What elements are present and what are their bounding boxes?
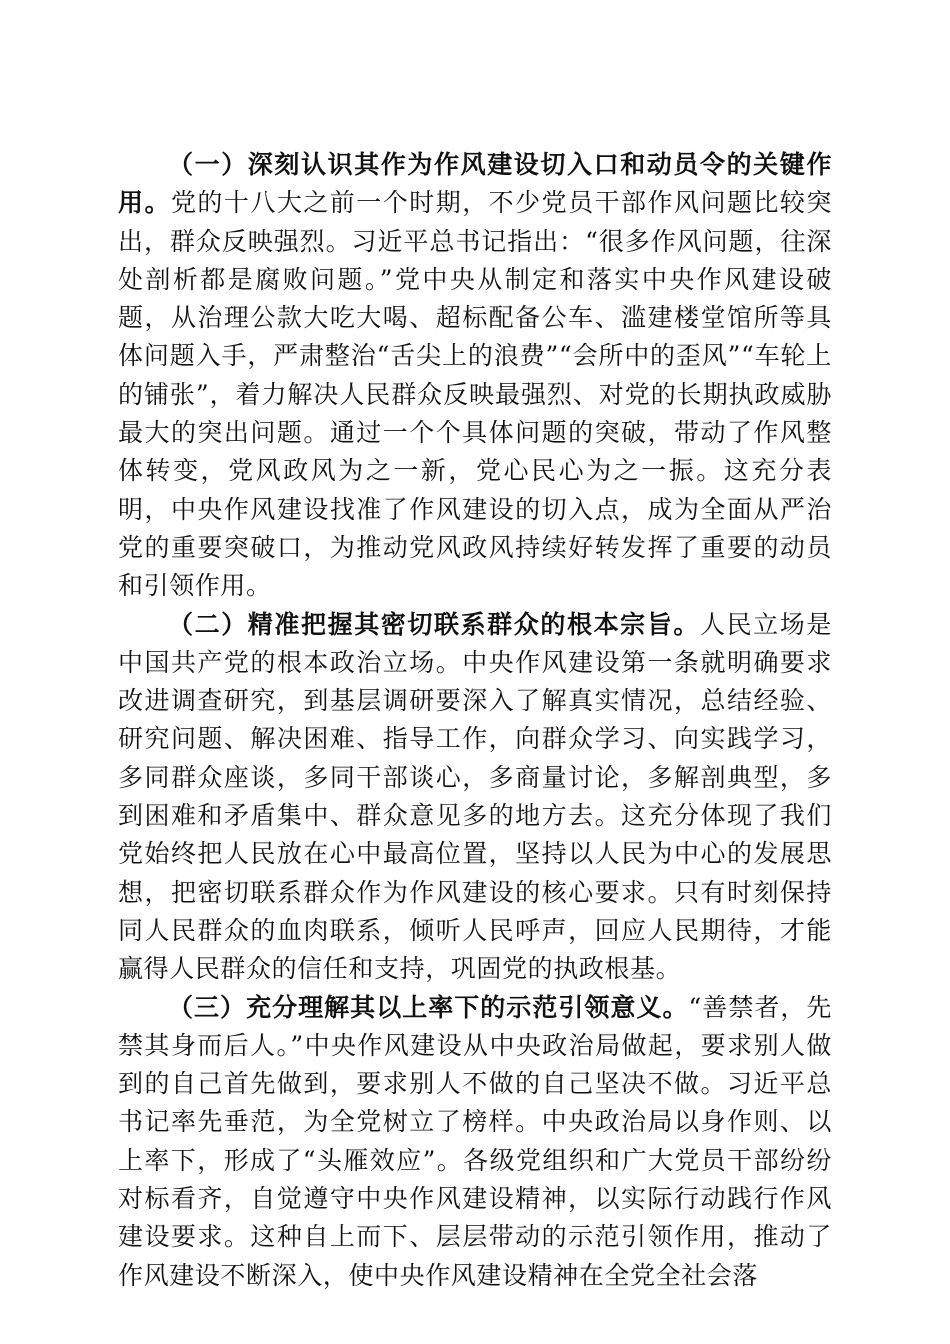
paragraph-1: [118, 146, 832, 606]
paragraph-2-heading: （二）精准把握其密切联系群众的根本宗旨。: [168, 609, 700, 639]
paragraph-1-heading: （一）深刻认识其作为作风建设切入口和动员令的关键作用。: [118, 150, 832, 218]
paragraph-3-text: “善禁者，先禁其身而后人。”中央作风建设从中央政治局做起，要求别人做到的自己首先做到，要求别人不做的自己坚决不做。习近平总书记率先垂范，为全党树立了榜样。中央政治局以身作则、以上率下，形成了“头雁效应”。各级党组织和广大党员干部纷纷对标看齐，自觉遵守中央作风建设精神，以实际行动践行作风建设要求。这种自上而下、层层带动的示范引领作用，推动了作风建设不断深入，使中央作风建设精神在全党全社会落: [118, 992, 832, 1290]
paragraph-3: [118, 989, 832, 1295]
document-body: [118, 146, 832, 1295]
paragraph-2-text: 人民立场是中国共产党的根本政治立场。中央作风建设第一条就明确要求改进调查研究，到基层调研要深入了解真实情况，总结经验、研究问题、解决困难、指导工作，向群众学习、向实践学习，多同群众座谈，多同干部谈心，多商量讨论，多解剖典型，多到困难和矛盾集中、群众意见多的地方去。这充分体现了我们党始终把人民放在心中最高位置，坚持以人民为中心的发展思想，把密切联系群众作为作风建设的核心要求。只有时刻保持同人民群众的血肉联系，倾听人民呼声，回应人民期待，才能赢得人民群众的信任和支持，巩固党的执政根基。: [118, 609, 832, 984]
paragraph-3-heading: （三）充分理解其以上率下的示范引领意义。: [168, 992, 689, 1022]
paragraph-1-text: 党的十八大之前一个时期，不少党员干部作风问题比较突出，群众反映强烈。习近平总书记指出：“很多作风问题，往深处剖析都是腐败问题。”党中央从制定和落实中央作风建设破题，从治理公款大吃大喝、超标配备公车、滥建楼堂馆所等具体问题入手，严肃整治“舌尖上的浪费”“会所中的歪风”“车轮上的铺张”，着力解决人民群众反映最强烈、对党的长期执政威胁最大的突出问题。通过一个个具体问题的突破，带动了作风整体转变，党风政风为之一新，党心民心为之一振。这充分表明，中央作风建设找准了作风建设的切入点，成为全面从严治党的重要突破口，为推动党风政风持续好转发挥了重要的动员和引领作用。: [118, 188, 832, 601]
paragraph-2: [118, 606, 832, 989]
